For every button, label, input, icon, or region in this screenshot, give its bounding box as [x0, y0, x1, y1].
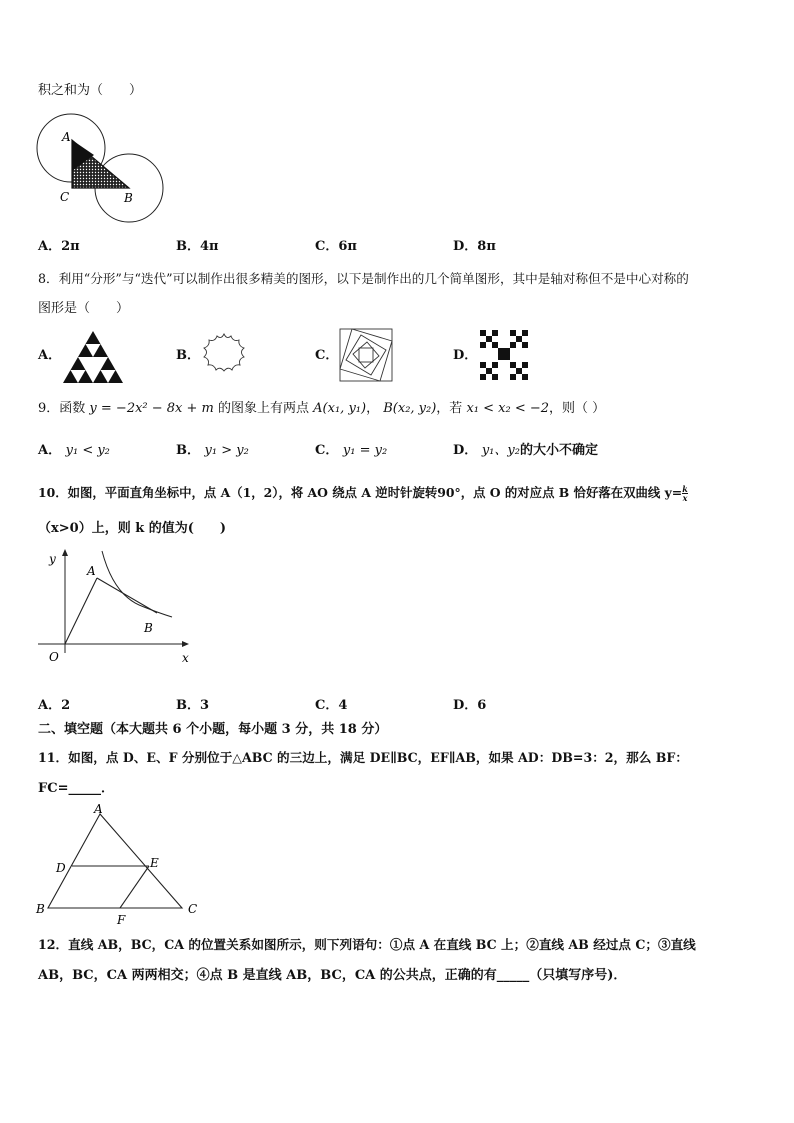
- q10-stem-line1: [38, 484, 688, 502]
- q9-option-b[interactable]: [176, 442, 249, 460]
- q9-prefix: 9．函数: [38, 401, 86, 416]
- q7-option-a[interactable]: A．2π: [38, 239, 80, 254]
- q8-option-c[interactable]: [315, 347, 338, 365]
- q9-condition: x₁ < x₂ < −2: [466, 401, 550, 416]
- q9-option-d-letter: D．: [453, 443, 478, 458]
- q8-option-b[interactable]: [176, 347, 200, 365]
- q10-option-d[interactable]: D．6: [453, 698, 487, 713]
- q8-option-d-letter: D．: [453, 348, 478, 363]
- q11-stem-line2: FC=_____．: [38, 781, 114, 796]
- q10-frac-den: x: [682, 493, 688, 503]
- q8-option-d[interactable]: [453, 347, 477, 365]
- q8-option-b-letter: B．: [176, 348, 200, 363]
- label-b: B: [144, 621, 153, 635]
- label-c: C: [60, 190, 70, 204]
- q7-option-d[interactable]: D．8π: [453, 239, 496, 254]
- segment-ef: [120, 866, 149, 908]
- q7-option-c[interactable]: C．6π: [315, 239, 357, 254]
- q7-option-b[interactable]: B．4π: [176, 239, 219, 254]
- q10-fraction: [682, 485, 688, 502]
- q10-option-a[interactable]: A．2: [38, 698, 71, 713]
- label-b: B: [36, 902, 45, 916]
- q11-figure: [34, 800, 209, 925]
- q9-option-d-tail: 的大小不确定: [519, 443, 598, 458]
- label-c: C: [188, 902, 198, 916]
- q10-figure: [34, 545, 199, 670]
- label-e: E: [150, 856, 159, 870]
- label-a: A: [94, 802, 103, 816]
- q9-option-b-expr: y₁ > y₂: [204, 443, 249, 458]
- q9-suffix: ，则（ ）: [549, 401, 606, 416]
- q8-stem-line1: 8．利用“分形”与“迭代”可以制作出很多精美的图形，以下是制作出的几个简单图形，其中是轴对称但不是中心对称的: [38, 271, 689, 286]
- q9-comma: ，: [366, 401, 380, 416]
- y-axis-arrow: [62, 549, 68, 556]
- q7-stem-tail: 积之和为（ ）: [38, 83, 143, 98]
- q10-option-c[interactable]: C．4: [315, 698, 348, 713]
- q9-option-d-expr: y₁、y₂: [481, 443, 520, 458]
- q9-option-a-letter: A．: [38, 443, 62, 458]
- q12-stem-line1: 12．直线 AB，BC，CA 的位置关系如图所示，则下列语句：①点 A 在直线 BC 上；②直线 AB 经过点 C；③直线: [38, 937, 696, 952]
- q9-option-c-letter: C．: [315, 443, 339, 458]
- q8-option-a-letter: A．: [38, 348, 62, 363]
- q9-func: y = −2x² − 8x + m: [89, 401, 214, 416]
- q7-figure: [34, 105, 169, 230]
- label-b: B: [124, 191, 133, 205]
- label-o: O: [49, 650, 59, 664]
- segment-oa: [65, 578, 97, 644]
- q8-figure-nested-squares: [339, 328, 393, 382]
- q8-figure-sierpinski: [62, 330, 124, 384]
- q9-option-a[interactable]: [38, 442, 110, 460]
- q9-option-a-expr: y₁ < y₂: [65, 443, 110, 458]
- q8-option-a[interactable]: [38, 347, 61, 365]
- q10-option-b[interactable]: B．3: [176, 698, 210, 713]
- q9-option-c-expr: y₁ = y₂: [342, 443, 388, 458]
- q11-stem-line1: 11．如图，点 D、E、F 分别位于△ABC 的三边上，满足 DE∥BC，EF∥AB，如果 AD：DB=3：2，那么 BF：: [38, 750, 688, 765]
- q10-stem-line2: （x>0）上，则 k 的值为( ): [38, 521, 227, 536]
- q9-stem: [38, 400, 605, 418]
- segment-ab: [97, 578, 157, 613]
- label-f: F: [117, 913, 126, 925]
- label-x: x: [182, 651, 189, 665]
- q9-mid2: ，若: [436, 401, 463, 416]
- q12-stem-line2: AB，BC，CA 两两相交；④点 B 是直线 AB，BC，CA 的公共点，正确的有_____（只填写序号)．: [38, 968, 627, 983]
- q10-frac-num: k: [682, 484, 688, 494]
- q8-stem-line2: 图形是（ ）: [38, 301, 130, 316]
- q9-point-b: B(x₂, y₂): [383, 401, 437, 416]
- x-axis-arrow: [182, 641, 189, 647]
- label-y: y: [49, 552, 56, 566]
- q8-figure-checker-x: [480, 330, 528, 380]
- q10-stem-line1-text: 10．如图，平面直角坐标中，点 A（1，2），将 AO 绕点 A 逆时针旋转90°，点 O 的对应点 B 恰好落在双曲线 y=: [38, 485, 683, 500]
- q9-option-c[interactable]: [315, 442, 387, 460]
- label-d: D: [56, 861, 66, 875]
- q9-point-a: A(x₁, y₁): [313, 401, 367, 416]
- q8-figure-koch: [200, 332, 248, 378]
- q9-option-d[interactable]: [453, 442, 598, 460]
- triangle-abc: [48, 814, 182, 908]
- label-a: A: [87, 564, 96, 578]
- hyperbola-curve: [102, 551, 172, 617]
- label-a: A: [62, 130, 71, 144]
- q9-option-b-letter: B．: [176, 443, 200, 458]
- q9-mid1: 的图象上有两点: [218, 401, 310, 416]
- q8-option-c-letter: C．: [315, 348, 339, 363]
- section2-title: 二、填空题（本大题共 6 个小题，每小题 3 分，共 18 分）: [38, 722, 388, 737]
